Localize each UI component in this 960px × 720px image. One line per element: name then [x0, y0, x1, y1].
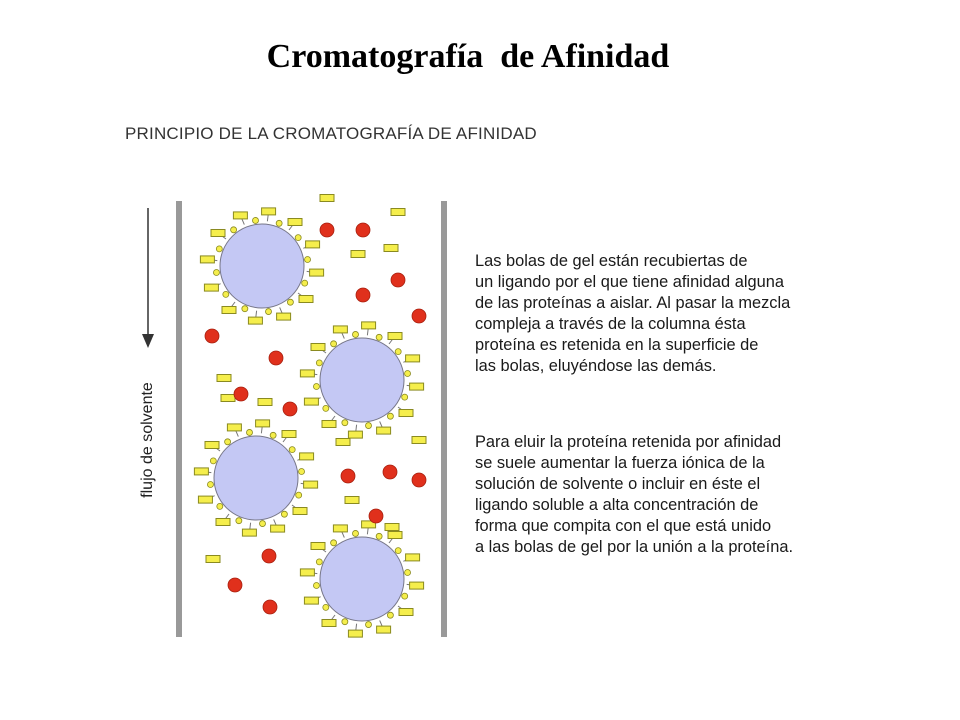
description-line: compleja a través de la columna ésta [475, 315, 746, 333]
slide-title: Cromatografía de Afinidad [266, 38, 670, 75]
free-ligand [385, 524, 399, 531]
ligand-dot [342, 420, 348, 426]
bead-sphere [220, 224, 304, 308]
ligand [204, 284, 218, 291]
description-paragraph-2 [475, 432, 925, 558]
protein-molecule [412, 309, 426, 323]
ligand [348, 630, 362, 637]
ligand-dot [295, 235, 301, 241]
protein-molecule [369, 509, 383, 523]
ligand [310, 269, 324, 276]
ligand [333, 326, 347, 333]
ligand [306, 241, 320, 248]
ligand [299, 296, 313, 303]
ligand [222, 306, 236, 313]
description-line: las bolas, eluyéndose las demás. [475, 357, 717, 375]
ligand [300, 569, 314, 576]
ligand [248, 317, 262, 324]
free-ligand [320, 195, 334, 202]
ligand [242, 529, 256, 536]
gel-bead [200, 208, 323, 324]
bead-sphere [214, 436, 298, 520]
protein-molecule [262, 549, 276, 563]
solvent-flow-label: flujo de solvente [139, 382, 156, 498]
ligand-dot [376, 334, 382, 340]
ligand-dot [331, 341, 337, 347]
description-line: de las proteínas a aislar. Al pasar la mezcla [475, 294, 791, 312]
ligand [304, 597, 318, 604]
description-line: proteína es retenida en la superficie de [475, 336, 759, 354]
ligand [288, 219, 302, 226]
ligand-dot [213, 270, 219, 276]
ligand-dot [231, 227, 237, 233]
free-ligand [217, 375, 231, 382]
column-left-wall [176, 201, 182, 637]
column-right-wall [441, 201, 447, 637]
protein-molecule [356, 288, 370, 302]
protein-molecule [391, 273, 405, 287]
ligand-dot [323, 405, 329, 411]
ligand-dot [281, 511, 287, 517]
diagram-header: PRINCIPIO DE LA CROMATOGRAFÍA DE AFINIDAD [125, 124, 537, 143]
ligand-dot [402, 593, 408, 599]
ligand-dot [342, 619, 348, 625]
ligand [282, 431, 296, 438]
free-ligand [221, 395, 235, 402]
ligand [198, 496, 212, 503]
ligand-dot [366, 622, 372, 628]
ligand [205, 441, 219, 448]
ligand [406, 554, 420, 561]
ligand [377, 626, 391, 633]
ligand [406, 355, 420, 362]
ligand-dot [395, 349, 401, 355]
ligand [311, 343, 325, 350]
gel-bead [194, 420, 317, 536]
description-line: a las bolas de gel por la unión a la proteína. [475, 538, 794, 556]
ligand [293, 508, 307, 515]
ligand [333, 525, 347, 532]
gel-bead [300, 322, 423, 438]
ligand-dot [323, 604, 329, 610]
free-ligand [384, 245, 398, 252]
protein-molecule [383, 465, 397, 479]
ligand [410, 383, 424, 390]
ligand-dot [313, 583, 319, 589]
ligand-dot [316, 559, 322, 565]
protein-molecule [205, 329, 219, 343]
ligand-dot [376, 533, 382, 539]
protein-molecule [228, 578, 242, 592]
protein-molecule [341, 469, 355, 483]
free-ligand [351, 251, 365, 258]
ligand [300, 453, 314, 460]
ligand-dot [331, 540, 337, 546]
ligand-dot [207, 482, 213, 488]
ligand [211, 229, 225, 236]
ligand [388, 333, 402, 340]
ligand [227, 424, 241, 431]
ligand-dot [305, 256, 311, 262]
ligand-dot [352, 530, 358, 536]
ligand [399, 609, 413, 616]
gel-bead [300, 521, 423, 637]
ligand [200, 256, 214, 263]
ligand [262, 208, 276, 215]
ligand-dot [387, 413, 393, 419]
flow-direction-arrow [142, 208, 154, 348]
ligand-dot [402, 394, 408, 400]
ligand [311, 542, 325, 549]
ligand [194, 468, 208, 475]
protein-molecule [356, 223, 370, 237]
description-line: ligando soluble a alta concentración de [475, 496, 759, 514]
description-line: un ligando por el que tiene afinidad alguna [475, 273, 784, 291]
ligand-dot [252, 217, 258, 223]
bead-sphere [320, 338, 404, 422]
description-line: se suele aumentar la fuerza iónica de la [475, 454, 765, 472]
protein-molecule [412, 473, 426, 487]
ligand [377, 427, 391, 434]
ligand [388, 532, 402, 539]
description-paragraph-1 [475, 251, 925, 377]
ligand-dot [352, 331, 358, 337]
ligand-dot [395, 548, 401, 554]
free-ligand [412, 437, 426, 444]
ligand-dot [313, 384, 319, 390]
ligand-dot [387, 612, 393, 618]
ligand [256, 420, 270, 427]
ligand-dot [225, 439, 231, 445]
ligand-dot [302, 280, 308, 286]
ligand-dot [296, 492, 302, 498]
ligand [322, 619, 336, 626]
description-line: Las bolas de gel están recubiertas de [475, 252, 748, 270]
ligand-dot [299, 468, 305, 474]
ligand [348, 431, 362, 438]
ligand [233, 212, 247, 219]
ligand-dot [246, 429, 252, 435]
gel-beads [194, 208, 423, 637]
ligand [362, 322, 376, 329]
ligand [277, 313, 291, 320]
ligand-dot [223, 291, 229, 297]
free-ligand [391, 209, 405, 216]
ligand-dot [289, 447, 295, 453]
ligand [304, 398, 318, 405]
ligand-dot [236, 518, 242, 524]
ligand-dot [217, 503, 223, 509]
ligand-dot [366, 423, 372, 429]
free-ligand [258, 399, 272, 406]
ligand-dot [242, 306, 248, 312]
free-ligand [206, 556, 220, 563]
ligand-dot [316, 360, 322, 366]
protein-molecule [283, 402, 297, 416]
ligand [399, 410, 413, 417]
ligand [216, 518, 230, 525]
ligand-dot [287, 299, 293, 305]
description-line: forma que compita con el que está unido [475, 517, 772, 535]
free-ligand [336, 439, 350, 446]
ligand [410, 582, 424, 589]
ligand-dot [216, 246, 222, 252]
ligand-dot [266, 309, 272, 315]
ligand-dot [276, 220, 282, 226]
protein-molecule [320, 223, 334, 237]
ligand [300, 370, 314, 377]
ligand-dot [405, 370, 411, 376]
ligand [322, 420, 336, 427]
ligand-dot [210, 458, 216, 464]
description-line: solución de solvente o incluir en éste el [475, 475, 761, 493]
protein-molecule [263, 600, 277, 614]
ligand-dot [260, 521, 266, 527]
ligand-dot [270, 432, 276, 438]
protein-molecule [269, 351, 283, 365]
bead-sphere [320, 537, 404, 621]
free-ligand [345, 497, 359, 504]
description-line: Para eluir la proteína retenida por afinidad [475, 433, 782, 451]
ligand [304, 481, 318, 488]
protein-molecule [234, 387, 248, 401]
ligand-dot [405, 569, 411, 575]
ligand [271, 525, 285, 532]
